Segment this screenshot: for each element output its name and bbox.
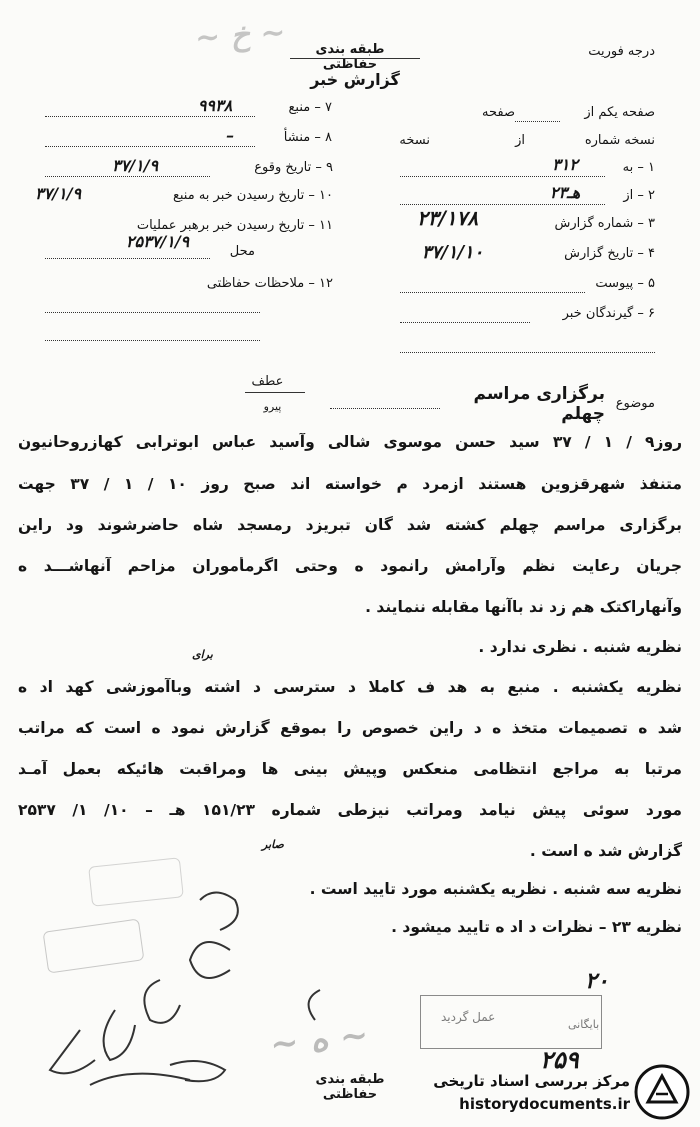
field-label: نسخه شماره bbox=[584, 133, 655, 148]
field-value: ۲۳هـ bbox=[549, 183, 581, 202]
field-extra: نسخه bbox=[399, 133, 430, 148]
superscript-note: برای bbox=[192, 648, 213, 661]
footer-classification: طبقه بندی حفاظتی bbox=[315, 1072, 385, 1102]
field-value: ۳۷/۱/۱۰ bbox=[421, 242, 484, 263]
atf-label: عطف bbox=[251, 374, 284, 389]
field-label: ۶ – گیرندگان خبر bbox=[562, 306, 655, 321]
field-label: ۱۰ – تاریخ رسیدن خبر به منبع bbox=[172, 188, 333, 203]
field-label: ۱۱ – تاریخ رسیدن خبر برهبر عملیات bbox=[136, 218, 333, 233]
bottom-number: ۲۵۹ bbox=[540, 1045, 579, 1074]
subject-dots bbox=[330, 408, 440, 409]
body-line: نظریه ۲۳ – نظرات د اد ه تایید میشود . bbox=[391, 918, 682, 936]
field-value: – bbox=[226, 126, 234, 145]
field-label: محل bbox=[229, 244, 255, 259]
priority-label: درجه فوریت bbox=[588, 44, 655, 59]
subject-text: برگزاری مراسم چهلم bbox=[473, 384, 605, 424]
faint-stamp-top: ~ خ ~ bbox=[193, 14, 287, 57]
field-label: ۲ – از bbox=[623, 188, 655, 203]
header-classification: طبقه بندی حفاظتی bbox=[315, 42, 385, 72]
watermark-url: historydocuments.ir bbox=[459, 1095, 630, 1113]
atf-line bbox=[245, 392, 305, 393]
body-line: نظریه شنبه . نظری ندارد . bbox=[478, 638, 682, 656]
field-label: ۵ – پیوست bbox=[595, 276, 655, 291]
signature-note: صابر bbox=[262, 838, 284, 851]
field-label: صفحه یکم از bbox=[584, 105, 655, 120]
watermark-title: مرکز بررسی اسناد تاریخی bbox=[433, 1072, 630, 1090]
body-line: روز۹ / ۱ / ۳۷ سید حسن موسوی شالی وآسید عباس ابوترابی کهازروحانیون bbox=[18, 433, 682, 451]
subject-label: موضوع bbox=[615, 396, 655, 411]
body-line: گزارش شد ه است . bbox=[529, 842, 682, 860]
field-label: ۱ – به bbox=[622, 160, 655, 175]
body-line: شد ه تصمیمات متخذ ه د راین خصوص را بموقع گزارش نمود ه است که مراتب bbox=[18, 719, 682, 737]
faint-stamp-bottom: ~ ه ~ bbox=[268, 1014, 371, 1066]
body-line: وآنهاراکتک هم زد ند باآنها مقابله ننمایند . bbox=[365, 598, 682, 616]
stamp-small-text: بایگانی bbox=[568, 1018, 600, 1031]
field-dots bbox=[400, 176, 605, 177]
field-value: از bbox=[515, 133, 525, 148]
field-dots bbox=[400, 292, 585, 293]
field-dots bbox=[45, 116, 255, 117]
field-label: ۷ – منبع bbox=[288, 100, 332, 115]
field-value: ۹۹۳۸ bbox=[197, 96, 233, 115]
field-value: ۳۷/۱/۹ bbox=[111, 156, 159, 175]
field-label: ۹ – تاریخ وقوع bbox=[254, 160, 333, 175]
field-dots bbox=[400, 204, 605, 205]
body-line: مرتبا به مراجع انتظامی منعکس وپیش بینی ها ومراقبت هائیکه بعمل آمـد bbox=[18, 760, 682, 778]
field-label: ۱۲ – ملاحظات حفاظتی bbox=[206, 276, 333, 291]
body-line: مورد سوئی پیش نیامد ومراتب نیزطی شماره ۱۵۱/۲۳ هـ – ۱۰/ ۱/ ۲۵۳۷ bbox=[18, 801, 682, 819]
body-line: نظریه سه شنبه . نظریه یکشنبه مورد تایید است . bbox=[309, 880, 682, 898]
body-line: برگزاری مراسم چهلم کشته شد گان تبریزد رمسجد شاه حاضرشوند ود راین bbox=[18, 516, 682, 534]
field-value: ۲۵۳۷/۱/۹ bbox=[125, 232, 190, 251]
field-dots bbox=[45, 176, 210, 177]
watermark-logo-icon bbox=[634, 1064, 690, 1120]
body-line: جریان رعایت نظم وآرامش رانمود ه وحتی اگرمأموران مزاحم آنهاشـــد ه bbox=[18, 557, 682, 575]
field-value: ۳۱۲ bbox=[552, 155, 578, 174]
stamp-text: عمل گردید bbox=[441, 1010, 496, 1024]
body-line: متنفذ شهرقزوین هستند ازمرد م خواسته اند صبح روز ۱۰ / ۱ / ۳۷ جهت bbox=[18, 475, 682, 493]
body-line: نظریه یکشنبه . منبع به هد ف کاملا د سترسی د اشته وباآموزشی کهد اد ه bbox=[18, 678, 682, 696]
field-label: ۳ – شماره گزارش bbox=[554, 216, 655, 231]
field-value: صفحه bbox=[482, 105, 515, 120]
field-value: ۲۳/۱۷۸ bbox=[416, 206, 478, 230]
field-dots bbox=[45, 258, 210, 259]
header-line bbox=[290, 58, 420, 59]
field-dots bbox=[400, 322, 530, 323]
field-label: ۴ – تاریخ گزارش bbox=[564, 246, 655, 261]
report-title: گزارش خبر bbox=[310, 70, 400, 89]
field-value: ۳۷/۱/۹ bbox=[34, 184, 82, 203]
number-20: ۲۰ bbox=[585, 968, 609, 994]
field-dots bbox=[45, 146, 255, 147]
field-label: ۸ – منشأ bbox=[283, 130, 332, 145]
field-dots bbox=[45, 340, 260, 341]
field-dots bbox=[515, 121, 560, 122]
field-dots bbox=[400, 352, 655, 353]
pairo-label: پیرو bbox=[263, 400, 282, 413]
field-dots bbox=[45, 312, 260, 313]
